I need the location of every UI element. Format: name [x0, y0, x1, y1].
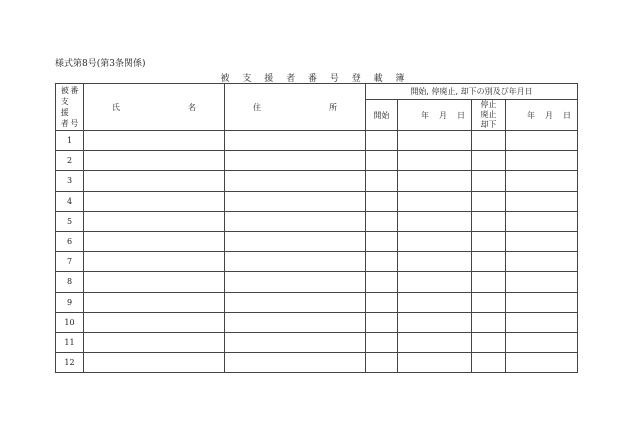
table-row	[56, 272, 578, 292]
row-number: 9	[56, 292, 84, 312]
header-address-char: 住	[253, 102, 261, 112]
table-row	[56, 151, 578, 171]
row-number: 4	[56, 191, 84, 211]
start-date-cell[interactable]	[398, 312, 472, 332]
start-date-cell[interactable]	[398, 171, 472, 191]
start-cell[interactable]	[366, 211, 398, 231]
header-id-char	[70, 96, 80, 107]
header-id-char: 者	[60, 119, 69, 128]
row-number: 2	[56, 151, 84, 171]
stop-cell[interactable]	[472, 332, 506, 352]
header-stop-line: 廃止	[480, 110, 497, 119]
start-cell[interactable]	[366, 292, 398, 312]
address-cell[interactable]	[225, 231, 366, 251]
date-label-day: 日	[563, 110, 572, 120]
date-label-month: 月	[439, 110, 447, 120]
start-cell[interactable]	[366, 191, 398, 211]
name-cell[interactable]	[84, 312, 225, 332]
address-cell[interactable]	[225, 353, 366, 373]
address-cell[interactable]	[225, 252, 366, 272]
start-date-cell[interactable]	[398, 211, 472, 231]
header-address	[225, 84, 366, 131]
start-date-cell[interactable]	[398, 292, 472, 312]
address-cell[interactable]	[225, 312, 366, 332]
start-cell[interactable]	[366, 353, 398, 373]
start-cell[interactable]	[366, 231, 398, 251]
header-stop-date	[506, 100, 578, 131]
header-id-char: 被	[60, 86, 69, 95]
stop-cell[interactable]	[472, 252, 506, 272]
table-row	[56, 191, 578, 211]
stop-date-cell[interactable]	[506, 131, 578, 151]
table-row	[56, 211, 578, 231]
header-stop-line: 停止	[480, 100, 497, 109]
name-cell[interactable]	[84, 131, 225, 151]
start-cell[interactable]	[366, 131, 398, 151]
name-cell[interactable]	[84, 191, 225, 211]
stop-cell[interactable]	[472, 292, 506, 312]
stop-cell[interactable]	[472, 171, 506, 191]
start-cell[interactable]	[366, 272, 398, 292]
header-stop	[472, 100, 506, 131]
address-cell[interactable]	[225, 151, 366, 171]
stop-cell[interactable]	[472, 211, 506, 231]
stop-date-cell[interactable]	[506, 332, 578, 352]
row-number: 8	[56, 272, 84, 292]
address-cell[interactable]	[225, 211, 366, 231]
start-cell[interactable]	[366, 332, 398, 352]
stop-date-cell[interactable]	[506, 353, 578, 373]
header-id-char: 支	[60, 97, 69, 106]
start-cell[interactable]	[366, 151, 398, 171]
start-date-cell[interactable]	[398, 353, 472, 373]
start-date-cell[interactable]	[398, 131, 472, 151]
table-row	[56, 231, 578, 251]
date-label-day: 日	[457, 110, 465, 120]
stop-date-cell[interactable]	[506, 211, 578, 231]
row-number: 10	[56, 312, 84, 332]
start-date-cell[interactable]	[398, 151, 472, 171]
date-label-year: 年	[527, 110, 536, 120]
register-body	[56, 131, 578, 373]
row-number: 5	[56, 211, 84, 231]
name-cell[interactable]	[84, 272, 225, 292]
table-row	[56, 353, 578, 373]
header-status-group: 開始, 停廃止, 却下の別及び年月日	[366, 84, 578, 100]
start-date-cell[interactable]	[398, 231, 472, 251]
stop-cell[interactable]	[472, 151, 506, 171]
stop-date-cell[interactable]	[506, 231, 578, 251]
address-cell[interactable]	[225, 191, 366, 211]
table-row	[56, 131, 578, 151]
row-number: 3	[56, 171, 84, 191]
row-number: 12	[56, 353, 84, 373]
start-date-cell[interactable]	[398, 191, 472, 211]
name-cell[interactable]	[84, 292, 225, 312]
start-cell[interactable]	[366, 252, 398, 272]
stop-cell[interactable]	[472, 312, 506, 332]
name-cell[interactable]	[84, 332, 225, 352]
header-id-char	[70, 107, 80, 118]
start-date-cell[interactable]	[398, 272, 472, 292]
header-address-char: 所	[329, 102, 337, 112]
start-date-cell[interactable]	[398, 332, 472, 352]
stop-cell[interactable]	[472, 131, 506, 151]
name-cell[interactable]	[84, 252, 225, 272]
table-row	[56, 292, 578, 312]
stop-date-cell[interactable]	[506, 191, 578, 211]
name-cell[interactable]	[84, 151, 225, 171]
address-cell[interactable]	[225, 171, 366, 191]
document-title: 被 支 援 者 番 号 登 載 簿	[220, 74, 410, 84]
address-cell[interactable]	[225, 332, 366, 352]
stop-cell[interactable]	[472, 353, 506, 373]
header-stop-line: 却下	[480, 120, 497, 129]
stop-date-cell[interactable]	[506, 272, 578, 292]
table-row	[56, 312, 578, 332]
header-id-char: 号	[70, 119, 79, 128]
header-name-char: 氏	[112, 102, 120, 112]
table-row	[56, 171, 578, 191]
name-cell[interactable]	[84, 211, 225, 231]
start-cell[interactable]	[366, 312, 398, 332]
stop-date-cell[interactable]	[506, 171, 578, 191]
row-number: 11	[56, 332, 84, 352]
header-id-char: 援	[60, 108, 69, 117]
stop-date-cell[interactable]	[506, 312, 578, 332]
header-id-char: 番	[70, 86, 79, 95]
header-name-char: 名	[188, 102, 196, 112]
row-number: 1	[56, 131, 84, 151]
address-cell[interactable]	[225, 131, 366, 151]
form-number: 様式第8号(第3条関係)	[55, 59, 146, 69]
start-date-cell[interactable]	[398, 252, 472, 272]
date-label-year: 年	[421, 110, 429, 120]
date-label-month: 月	[545, 110, 554, 120]
stop-cell[interactable]	[472, 191, 506, 211]
start-cell[interactable]	[366, 171, 398, 191]
register-table	[55, 83, 578, 373]
row-number: 6	[56, 231, 84, 251]
address-cell[interactable]	[225, 272, 366, 292]
name-cell[interactable]	[84, 231, 225, 251]
header-name	[84, 84, 225, 131]
header-start: 開始	[366, 100, 398, 131]
stop-date-cell[interactable]	[506, 252, 578, 272]
header-start-date	[398, 100, 472, 131]
stop-cell[interactable]	[472, 272, 506, 292]
stop-date-cell[interactable]	[506, 151, 578, 171]
table-row	[56, 332, 578, 352]
table-row	[56, 252, 578, 272]
stop-cell[interactable]	[472, 231, 506, 251]
header-id-number	[56, 84, 84, 131]
name-cell[interactable]	[84, 353, 225, 373]
address-cell[interactable]	[225, 292, 366, 312]
stop-date-cell[interactable]	[506, 292, 578, 312]
name-cell[interactable]	[84, 171, 225, 191]
row-number: 7	[56, 252, 84, 272]
